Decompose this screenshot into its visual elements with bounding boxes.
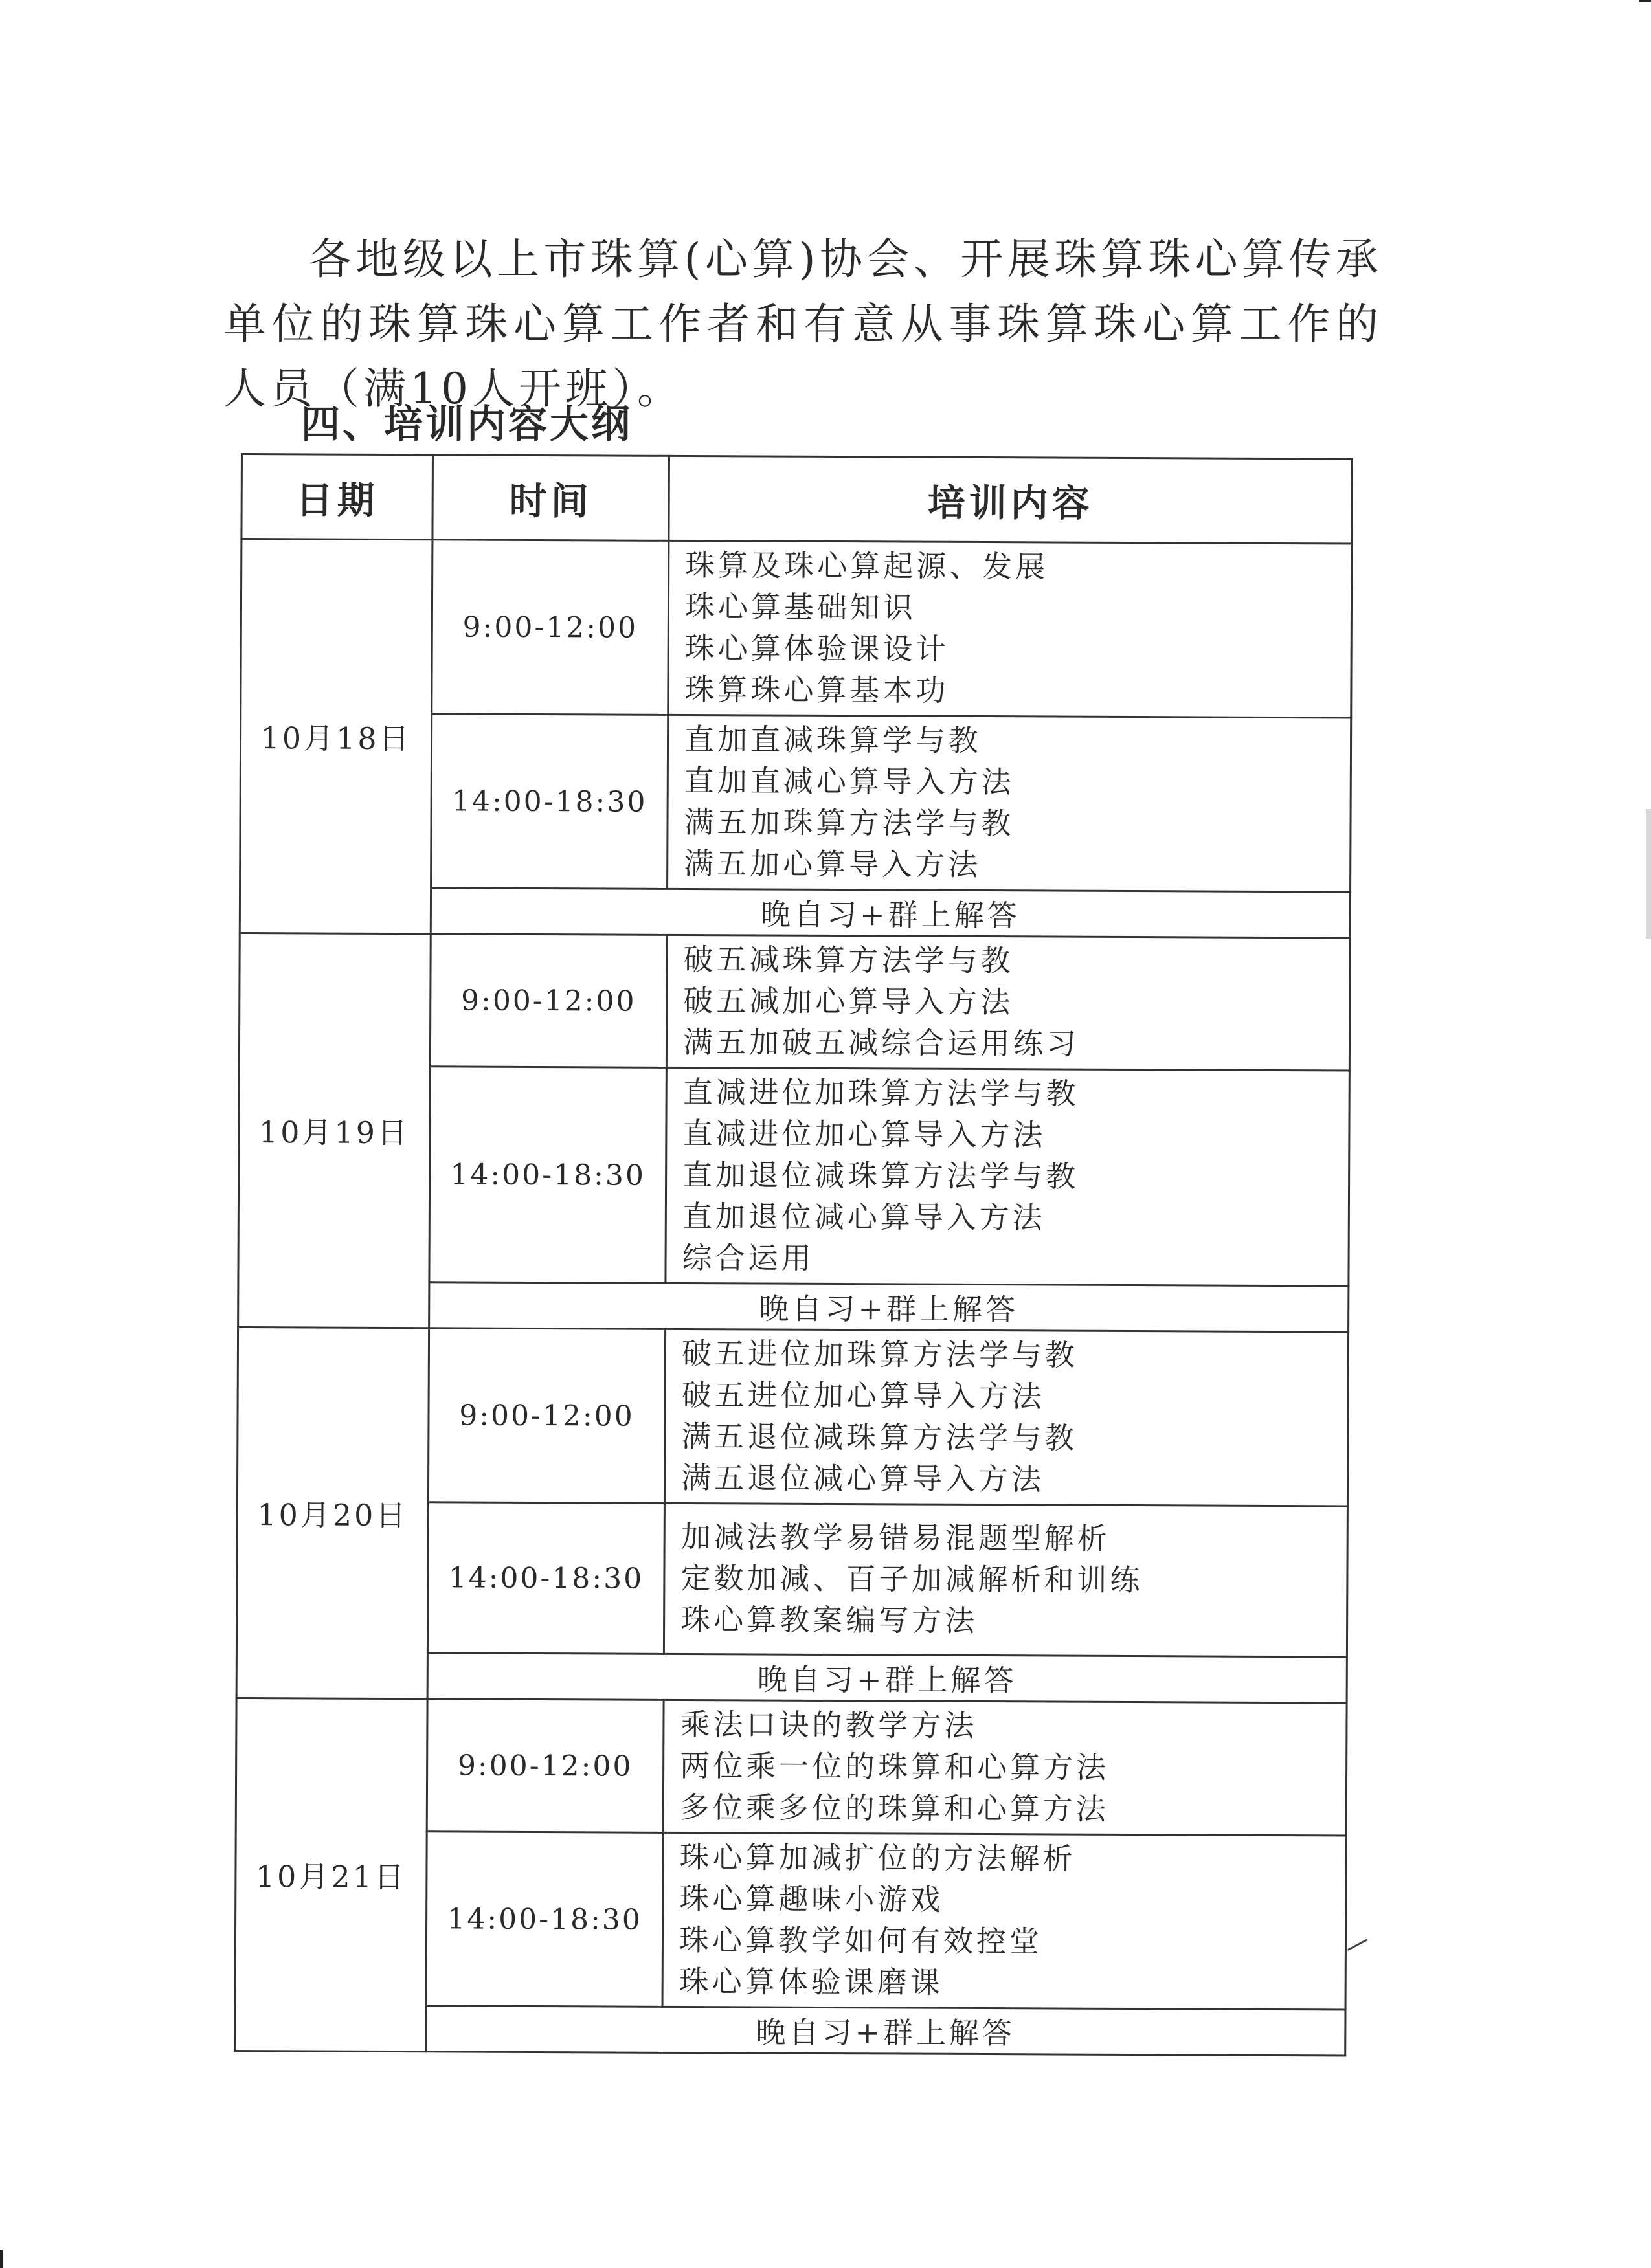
content-cell [664,1503,1347,1657]
content-item: 两位乘一位的珠算和心算方法 [680,1748,1110,1785]
header-date: 日期 [241,454,433,540]
time-cell: 14:00-18:30 [431,714,668,889]
content-item: 满五加破五减综合运用练习 [682,1024,1080,1062]
content-item: 珠心算教学如何有效控堂 [679,1922,1043,1959]
content-item: 珠心算基础知识 [684,588,917,625]
content-item: 破五进位加珠算方法学与教 [681,1335,1079,1373]
content-item: 满五退位减珠算方法学与教 [681,1418,1078,1456]
content-item: 珠心算加减扩位的方法解析 [679,1839,1076,1876]
content-item: 直加直减珠算学与教 [684,721,982,758]
evening-session-cell: 晚自习+群上解答 [426,2006,1345,2056]
date-cell: 10月20日 [236,1327,429,1698]
header-content: 培训内容 [669,456,1353,544]
table-row [241,539,1352,718]
content-item: 直减进位加珠算方法学与教 [682,1074,1079,1111]
content-item: 珠心算教案编写方法 [680,1601,978,1638]
table-row [237,1327,1348,1506]
content-cell [664,1329,1348,1506]
date-cell: 10月21日 [235,1698,427,2051]
content-cell [662,1832,1346,2010]
scan-edge-mark [1639,0,1651,2]
training-schedule-table [234,453,1353,2056]
scan-edge-mark [0,2250,3,2268]
time-cell: 14:00-18:30 [427,1502,664,1654]
date-cell: 10月19日 [238,933,431,1328]
content-item: 定数加减、百子加减解析和训练 [680,1560,1143,1598]
content-item: 满五加珠算方法学与教 [684,804,1015,841]
content-item: 直加退位减珠算方法学与教 [682,1157,1079,1194]
content-item: 珠心算体验课设计 [684,630,949,667]
content-item: 加减法教学易错易混题型解析 [680,1518,1110,1556]
content-cell [668,715,1351,892]
content-item: 满五加心算导入方法 [684,845,982,882]
time-cell: 9:00-12:00 [427,1699,664,1833]
content-item: 破五减珠算方法学与教 [683,941,1014,979]
time-cell: 9:00-12:00 [428,1328,665,1504]
content-item: 破五减加心算导入方法 [683,983,1014,1020]
header-time: 时间 [432,455,669,541]
time-cell: 9:00-12:00 [432,540,669,715]
content-item: 综合运用 [682,1240,814,1276]
stray-pen-mark [1347,1939,1367,1951]
evening-session-cell: 晚自习+群上解答 [431,888,1350,938]
content-item: 满五退位减心算导入方法 [680,1460,1045,1497]
content-item: 珠算及珠心算起源、发展 [685,547,1049,584]
content-item: 珠心算体验课磨课 [679,1963,943,2000]
section-heading: 四、培训内容大纲 [301,402,633,447]
scan-edge-shadow [1646,809,1651,939]
content-cell [663,1700,1347,1836]
content-item: 珠心算趣味小游戏 [679,1880,944,1917]
content-item: 多位乘多位的珠算和心算方法 [679,1789,1109,1827]
content-cell [666,1067,1349,1286]
date-cell: 10月18日 [240,539,432,934]
time-cell: 14:00-18:30 [426,1832,663,2007]
table-header-row [241,454,1353,544]
content-item: 乘法口诀的教学方法 [680,1706,978,1743]
content-item: 破五进位加心算导入方法 [681,1377,1045,1414]
table-row [239,933,1350,1070]
intro-paragraph: 各地级以上市珠算(心算)协会、开展珠算珠心算传承单位的珠算珠心算工作者和有意从事珠算珠心算工作的人员（满10人开班）。 [223,234,1382,414]
time-cell: 9:00-12:00 [430,934,667,1068]
content-item: 直加直减心算导入方法 [684,762,1015,800]
evening-session-cell: 晚自习+群上解答 [427,1653,1347,1703]
content-item: 直减进位加心算导入方法 [682,1115,1046,1153]
table-row [236,1698,1347,1835]
content-item: 珠算珠心算基本功 [684,671,949,708]
content-cell [666,935,1350,1071]
content-item: 直加退位减心算导入方法 [682,1198,1046,1236]
content-cell [668,540,1352,718]
evening-session-cell: 晚自习+群上解答 [429,1282,1349,1332]
time-cell: 14:00-18:30 [429,1067,666,1284]
